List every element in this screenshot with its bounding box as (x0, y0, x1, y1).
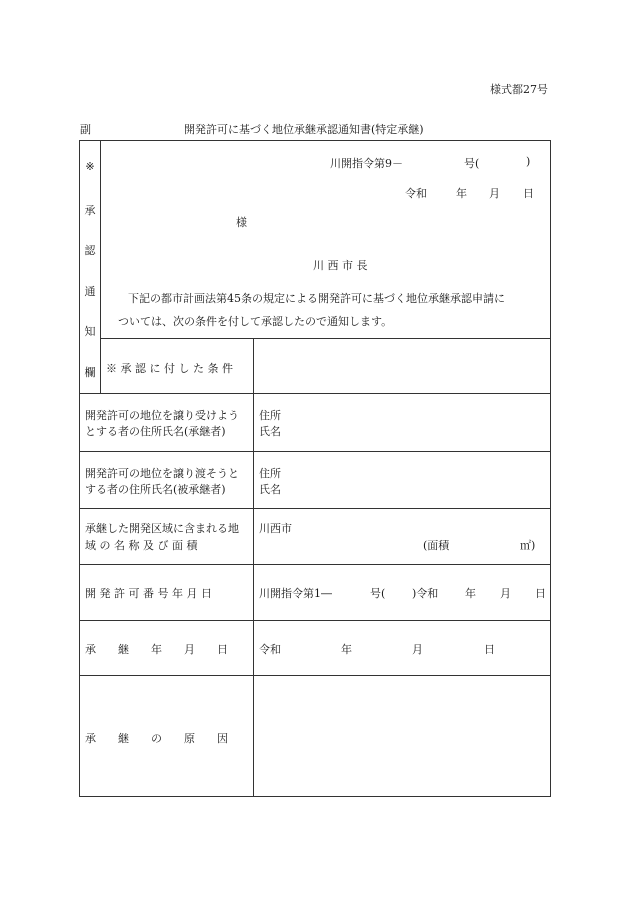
side-label-char: 知 (84, 325, 96, 338)
notice-side-divider (100, 140, 101, 393)
form-number: 様式都27号 (490, 83, 548, 96)
copy-mark: 副 (80, 123, 91, 136)
permit-date-era: )令和 (412, 587, 439, 600)
area-city: 川西市 (259, 522, 292, 535)
row-divider (79, 620, 551, 621)
notice-date-month: 月 (489, 187, 500, 200)
side-label-char: 欄 (84, 366, 96, 379)
permit-date-month: 月 (500, 587, 511, 600)
notice-divider (100, 338, 551, 339)
area-label-line2: 域 の 名 称 及 び 面 積 (85, 539, 198, 552)
predecessor-label-line2: する者の住所氏名(被承継者) (85, 483, 226, 496)
row-divider (79, 393, 551, 394)
row-divider (79, 675, 551, 676)
successor-label-line1: 開発許可の地位を譲り受けよう (85, 409, 239, 422)
permit-number-suffix: 号( (370, 587, 386, 600)
succession-date-year: 年 (341, 643, 352, 656)
side-label-char: 通 (84, 285, 96, 298)
permit-date-year: 年 (465, 587, 476, 600)
notice-date-day: 日 (523, 187, 534, 200)
row-divider (79, 451, 551, 452)
successor-address-label: 住所 (259, 409, 281, 422)
permit-date-day: 日 (535, 587, 546, 600)
permit-number-prefix: 川開指令第1― (259, 587, 332, 600)
notice-number-suffix: 号( (464, 157, 480, 170)
row-divider (79, 564, 551, 565)
area-label-line1: 承継した開発区域に含まれる地 (85, 522, 239, 535)
permit-label: 開 発 許 可 番 号 年 月 日 (85, 587, 212, 600)
succession-date-month: 月 (412, 643, 423, 656)
area-size-unit: ㎡) (520, 539, 536, 552)
side-label-char: 承 (84, 204, 96, 217)
succession-date-label: 承 継 年 月 日 (85, 643, 228, 656)
successor-name-label: 氏名 (259, 425, 281, 438)
addressee-suffix: 様 (236, 216, 247, 229)
predecessor-label-line1: 開発許可の地位を譲り渡そうと (85, 467, 239, 480)
area-size-label: (面積 (423, 539, 450, 552)
succession-date-era: 令和 (259, 643, 281, 656)
succession-date-day: 日 (484, 643, 495, 656)
succession-reason-label: 承 継 の 原 因 (85, 732, 228, 745)
issuer-name: 川 西 市 長 (313, 259, 368, 272)
notice-number-close: ) (526, 155, 531, 168)
side-label-char: ※ (85, 160, 95, 173)
row-divider (79, 508, 551, 509)
notice-date-year: 年 (456, 187, 467, 200)
predecessor-name-label: 氏名 (259, 483, 281, 496)
predecessor-address-label: 住所 (259, 467, 281, 480)
notice-date-era: 令和 (405, 187, 427, 200)
notice-body-line2: ついては、次の条件を付して承認したので通知します。 (118, 315, 393, 328)
form-title: 開発許可に基づく地位承継承認通知書(特定承継) (184, 123, 424, 136)
conditions-label: ※ 承 認 に 付 し た 条 件 (106, 362, 233, 375)
side-label-char: 認 (84, 244, 96, 257)
successor-label-line2: とする者の住所氏名(承継者) (85, 425, 226, 438)
notice-body-line1: 下記の都市計画法第45条の規定による開発許可に基づく地位承継承認申請に (128, 292, 505, 305)
notice-number-prefix: 川開指令第9－ (330, 157, 403, 170)
column-divider (253, 338, 254, 797)
